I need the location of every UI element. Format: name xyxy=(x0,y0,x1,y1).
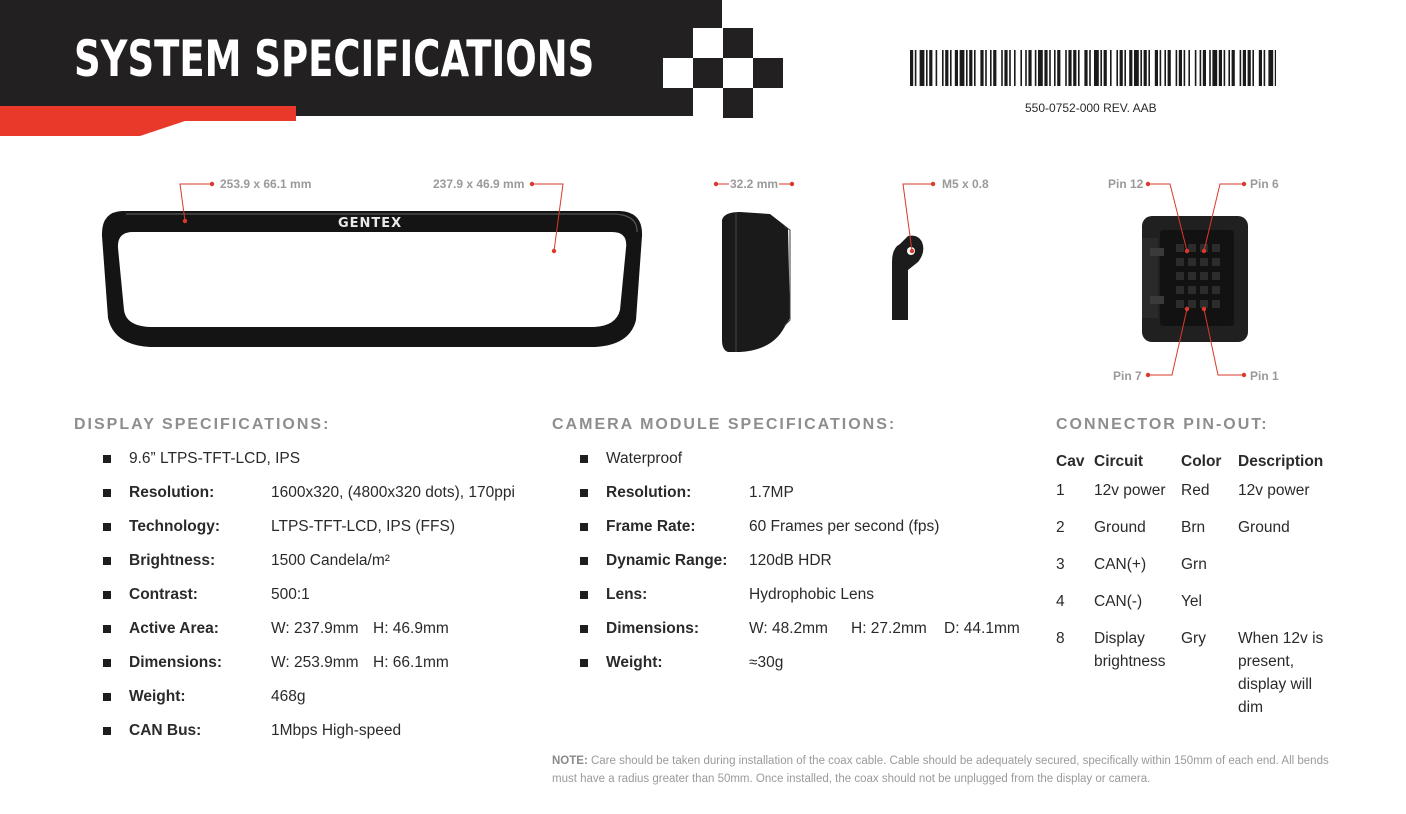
connector-pinout-table xyxy=(1056,453,1330,727)
display-specs-list xyxy=(103,450,533,756)
list-item: Resolution: 1.7MP xyxy=(580,484,1030,518)
connector-illustration xyxy=(1142,216,1248,342)
list-item: Brightness: 1500 Candela/m² xyxy=(103,552,533,586)
callout-bolt: M5 x 0.8 xyxy=(942,177,989,191)
list-item: Dimensions: W: 48.2mm H: 27.2mm D: 44.1mm xyxy=(580,620,1030,654)
list-item: Dynamic Range: 120dB HDR xyxy=(580,552,1030,586)
table-row: 4 CAN(-) Yel xyxy=(1056,593,1202,610)
table-row: 8 Display brightness Gry When 12v is present, display will dim xyxy=(1056,630,1324,716)
bolt-bracket-illustration xyxy=(892,236,923,320)
column-header: Cav xyxy=(1056,453,1085,470)
list-item: Technology: LTPS-TFT-LCD, IPS (FFS) xyxy=(103,518,533,552)
callout-pin7: Pin 7 xyxy=(1113,369,1142,383)
column-header: Circuit xyxy=(1094,453,1144,470)
table-row: 2 Ground Brn Ground xyxy=(1056,519,1290,536)
camera-specs-list xyxy=(580,450,1030,688)
product-illustrations xyxy=(0,0,1406,400)
callout-pin6: Pin 6 xyxy=(1250,177,1279,191)
display-specs-heading: DISPLAY SPECIFICATIONS: xyxy=(74,416,331,433)
callout-display-outer: 253.9 x 66.1 mm xyxy=(220,177,312,191)
callout-pin12: Pin 12 xyxy=(1108,177,1144,191)
table-row: 3 CAN(+) Grn xyxy=(1056,556,1207,573)
list-item: Contrast: 500:1 xyxy=(103,586,533,620)
camera-side-illustration xyxy=(722,212,790,352)
list-item: Frame Rate: 60 Frames per second (fps) xyxy=(580,518,1030,552)
list-item: Dimensions: W: 253.9mm H: 66.1mm xyxy=(103,654,533,688)
part-number: 550-0752-000 REV. AAB xyxy=(1025,101,1157,115)
camera-specs-heading: CAMERA MODULE SPECIFICATIONS: xyxy=(552,416,897,433)
table-row: 1 12v power Red 12v power xyxy=(1056,482,1310,499)
list-item: Resolution: 1600x320, (4800x320 dots), 170ppi xyxy=(103,484,533,518)
list-item: Weight: ≈30g xyxy=(580,654,1030,688)
list-item: Weight: 468g xyxy=(103,688,533,722)
display-mirror-illustration xyxy=(102,211,642,347)
callout-pin1: Pin 1 xyxy=(1250,369,1279,383)
callout-camera-depth: 32.2 mm xyxy=(730,177,779,191)
callout-display-active: 237.9 x 46.9 mm xyxy=(433,177,525,191)
list-item: 9.6” LTPS-TFT-LCD, IPS xyxy=(103,450,533,484)
list-item: Waterproof xyxy=(580,450,1030,484)
gentex-logo: GENTEX xyxy=(338,216,403,231)
list-item: CAN Bus: 1Mbps High-speed xyxy=(103,722,533,756)
column-header: Color xyxy=(1181,453,1222,470)
column-header: Description xyxy=(1238,453,1324,470)
list-item: Active Area: W: 237.9mm H: 46.9mm xyxy=(103,620,533,654)
list-item: Lens: Hydrophobic Lens xyxy=(580,586,1030,620)
connector-heading: CONNECTOR PIN-OUT: xyxy=(1056,416,1269,433)
installation-note: NOTE: Care should be taken during installation of the coax cable. Cable should be adequately secured, specifically within 150mm of each end. All bends must have a radius greater than 50mm. Once installed, the coax should not be unplugged from the display or camera. xyxy=(552,755,1329,785)
page-title: SYSTEM SPECIFICATIONS xyxy=(74,30,595,88)
